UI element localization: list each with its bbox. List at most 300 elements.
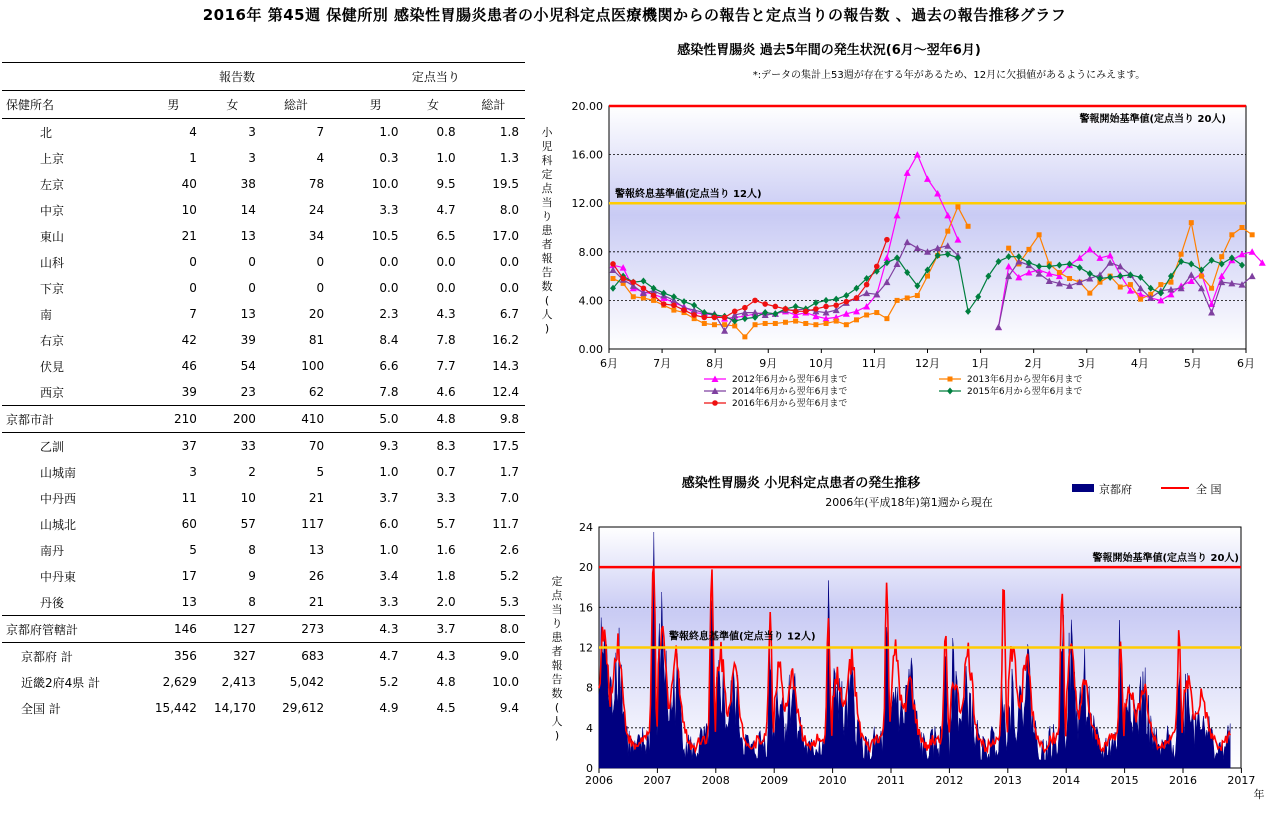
- table-header-blank: [2, 63, 144, 91]
- table-cell: 39: [181, 385, 197, 399]
- y-axis-label-char: 定: [541, 168, 553, 181]
- cell-gap: [330, 145, 347, 171]
- table-cell: 3.3: [379, 595, 399, 609]
- data-point: [945, 229, 950, 234]
- page-title: 2016年 第45週 保健所別 感染性胃腸炎患者の小児科定点医療機関からの報告と定点当りの報告数 、過去の報告推移グラフ: [202, 6, 1067, 24]
- table-cell: 1: [189, 151, 197, 165]
- data-point: [1199, 274, 1204, 279]
- y-tick-label: 4: [586, 721, 593, 735]
- y-axis-label-char: 数: [541, 280, 553, 293]
- data-point: [793, 309, 799, 315]
- report-table: [2, 62, 525, 721]
- data-point: [631, 294, 636, 299]
- table-cell: 4.7: [347, 643, 405, 670]
- table-cell: 62: [308, 385, 325, 399]
- data-point: [915, 293, 920, 298]
- table-row: [2, 563, 525, 589]
- data-point: [803, 309, 809, 315]
- table-cell: 146: [144, 616, 203, 643]
- table-cell: 7: [316, 125, 325, 139]
- row-name: 右京: [40, 333, 65, 348]
- data-point: [1189, 220, 1194, 225]
- data-point: [1240, 225, 1245, 230]
- row-name: 近畿2府4県 計: [21, 675, 101, 690]
- data-point: [773, 304, 779, 310]
- table-row: [2, 669, 525, 695]
- table-cell: 38: [240, 177, 256, 191]
- table-cell: 81: [308, 333, 325, 347]
- table-cell: 273: [262, 616, 330, 643]
- x-tick-label: 2014: [1052, 774, 1081, 787]
- table-cell: 100: [301, 359, 325, 373]
- x-tick-label: 8月: [706, 357, 725, 370]
- table-cell: 26: [308, 569, 325, 583]
- table-cell: 5.0: [347, 406, 405, 433]
- table-cell: 21: [308, 491, 325, 505]
- chart-title: 感染性胃腸炎 小児科定点患者の発生推移: [681, 476, 921, 491]
- table-cell: 3: [248, 151, 256, 165]
- table-cell: 57: [240, 517, 256, 531]
- data-point: [783, 306, 789, 312]
- table-cell: 0: [248, 281, 256, 295]
- y-axis-label-char: (: [554, 701, 560, 714]
- table-cell: 1.3: [499, 151, 519, 165]
- table-cell: 5.2: [379, 675, 399, 689]
- data-point: [854, 295, 860, 301]
- table-cell: 78: [308, 177, 325, 191]
- cell-gap: [330, 171, 347, 197]
- y-axis-label-char: (: [544, 294, 550, 307]
- cell-gap: [330, 537, 347, 563]
- table-cell: 5.2: [499, 569, 519, 583]
- data-point: [947, 388, 953, 395]
- x-tick-label: 2012: [935, 774, 964, 787]
- x-tick-label: 4月: [1130, 357, 1149, 370]
- y-tick-label: 16.00: [571, 148, 603, 162]
- x-tick-label: 2009: [760, 774, 789, 787]
- row-name: 南丹: [40, 543, 65, 558]
- table-cell: 2: [248, 465, 256, 479]
- data-point: [1219, 254, 1224, 259]
- table-cell: 7.0: [499, 491, 519, 505]
- legend-label: 2016年6月から翌年6月まで: [732, 399, 848, 409]
- table-cell: 10.5: [371, 229, 399, 243]
- y-axis-label-char: 点: [551, 589, 563, 602]
- table-cell: 0.7: [436, 465, 456, 479]
- data-point: [1249, 273, 1256, 280]
- table-cell: 327: [203, 643, 262, 670]
- x-tick-label: 2007: [643, 774, 672, 787]
- trend-chart: [529, 470, 1269, 815]
- table-cell: 0.0: [379, 281, 399, 295]
- table-row: [2, 379, 525, 406]
- table-cell: 17.5: [462, 433, 525, 460]
- table-row: [2, 249, 525, 275]
- table-cell: 210: [144, 406, 203, 433]
- data-point: [610, 261, 616, 267]
- table-cell: 13: [240, 229, 256, 243]
- table-cell: 4.3: [347, 616, 405, 643]
- y-axis-label-char: 者: [541, 238, 553, 251]
- table-cell: 3.4: [379, 569, 399, 583]
- table-cell: 7.8: [436, 333, 456, 347]
- x-tick-label: 6月: [600, 357, 618, 370]
- y-axis-label-char: 者: [551, 645, 563, 658]
- table-row: [2, 433, 525, 460]
- data-point: [753, 322, 758, 327]
- table-cell: 23: [240, 385, 256, 399]
- data-point: [1118, 285, 1123, 290]
- table-cell: 20: [308, 307, 325, 321]
- column-header: 女: [404, 91, 461, 119]
- table-row: [2, 511, 525, 537]
- data-point: [925, 274, 930, 279]
- table-cell: 19.5: [492, 177, 519, 191]
- data-point: [1138, 297, 1143, 302]
- data-point: [1249, 248, 1256, 255]
- cell-gap: [330, 379, 347, 406]
- table-cell: 9: [248, 569, 256, 583]
- data-point: [884, 316, 889, 321]
- x-tick-label: 12月: [915, 357, 940, 370]
- table-cell: 40: [181, 177, 197, 191]
- group-header-reports: 報告数: [144, 63, 330, 91]
- column-header: 女: [203, 91, 262, 119]
- table-cell: 1.7: [499, 465, 519, 479]
- table-row: [2, 459, 525, 485]
- legend-label: 2014年6月から翌年6月まで: [732, 387, 848, 397]
- data-point: [966, 224, 971, 229]
- data-point: [762, 301, 768, 307]
- row-name: 伏見: [40, 359, 65, 374]
- table-cell: 24: [308, 203, 325, 217]
- table-cell: 5: [316, 465, 325, 479]
- table-cell: 6.7: [499, 307, 519, 321]
- table-cell: 3.7: [404, 616, 461, 643]
- row-name: 全国 計: [21, 701, 61, 716]
- table-cell: 3.3: [436, 491, 456, 505]
- table-cell: 34: [308, 229, 325, 243]
- row-name: 中丹西: [40, 491, 77, 506]
- cell-gap: [330, 406, 347, 433]
- data-point: [844, 299, 850, 305]
- table-cell: 683: [262, 643, 330, 670]
- legend-label: 京都府: [1099, 483, 1132, 496]
- threshold-label: 警報終息基準値(定点当り 12人): [615, 189, 762, 201]
- table-row: [2, 171, 525, 197]
- row-name: 京都府 計: [2, 643, 144, 670]
- table-cell: 13: [308, 543, 325, 557]
- cell-gap: [330, 459, 347, 485]
- data-point: [1026, 247, 1031, 252]
- x-tick-label: 5月: [1183, 357, 1202, 370]
- data-point: [854, 317, 859, 322]
- table-cell: 1.0: [436, 151, 456, 165]
- table-cell: 3: [248, 125, 256, 139]
- table-cell: 410: [262, 406, 330, 433]
- data-point: [651, 293, 657, 299]
- data-point: [783, 320, 788, 325]
- row-name: 中丹東: [40, 569, 77, 584]
- data-point: [955, 204, 960, 209]
- table-cell: 12.4: [492, 385, 519, 399]
- y-tick-label: 12.00: [571, 197, 603, 211]
- data-point: [823, 304, 829, 310]
- table-cell: 14.3: [492, 359, 519, 373]
- table-row: [2, 301, 525, 327]
- y-axis-label-char: り: [541, 210, 553, 223]
- data-point: [702, 321, 707, 326]
- data-point: [1057, 270, 1062, 275]
- table-cell: 1.0: [379, 465, 399, 479]
- y-axis-label-char: 児: [541, 140, 553, 153]
- x-tick-label: 11月: [861, 357, 887, 370]
- table-cell: 11: [181, 491, 197, 505]
- data-point: [1128, 282, 1133, 287]
- row-name: 西京: [40, 385, 65, 400]
- cell-gap: [330, 223, 347, 249]
- data-point: [1250, 232, 1255, 237]
- table-cell: 0.3: [379, 151, 399, 165]
- cell-gap: [330, 301, 347, 327]
- y-axis-label-char: 科: [541, 154, 553, 167]
- y-tick-label: 16: [579, 601, 593, 615]
- legend-label: 全 国: [1196, 483, 1222, 496]
- cell-gap: [330, 197, 347, 223]
- data-point: [712, 400, 718, 406]
- y-tick-label: 8.00: [578, 245, 603, 259]
- table-cell: 7.8: [379, 385, 399, 399]
- cell-gap: [330, 485, 347, 511]
- five-year-chart: [529, 36, 1269, 416]
- data-point: [813, 306, 819, 312]
- table-cell: 54: [240, 359, 256, 373]
- data-point: [651, 298, 656, 303]
- table-row: [2, 223, 525, 249]
- table-cell: 5.3: [499, 595, 519, 609]
- y-tick-label: 20: [579, 561, 593, 575]
- table-cell: 0.0: [499, 255, 519, 269]
- table-cell: 10: [181, 203, 197, 217]
- table-row: [2, 353, 525, 379]
- x-tick-label: 2010: [818, 774, 847, 787]
- row-name: 山科: [40, 255, 65, 270]
- cell-gap: [330, 643, 347, 670]
- table-cell: 13: [240, 307, 256, 321]
- table-cell: 0.0: [436, 255, 456, 269]
- cell-gap: [330, 511, 347, 537]
- table-cell: 10.0: [492, 675, 519, 689]
- table-cell: 37: [144, 433, 203, 460]
- row-name: 乙訓: [2, 433, 144, 460]
- table-cell: 21: [308, 595, 325, 609]
- table-row: [2, 643, 525, 670]
- data-point: [712, 315, 718, 321]
- table-cell: 14: [240, 203, 256, 217]
- data-point: [884, 237, 890, 243]
- data-point: [1179, 252, 1184, 257]
- table-cell: 4.5: [436, 701, 456, 715]
- x-tick-label: 2008: [701, 774, 730, 787]
- x-tick-label: 2013: [993, 774, 1022, 787]
- table-cell: 14,170: [213, 701, 256, 715]
- table-cell: 1.0: [379, 543, 399, 557]
- data-point: [793, 319, 798, 324]
- x-tick-label: 6月: [1237, 357, 1255, 370]
- y-tick-label: 0: [586, 762, 593, 775]
- y-axis-label-char: 患: [551, 631, 563, 644]
- cell-gap: [330, 695, 347, 721]
- table-cell: 2.3: [379, 307, 399, 321]
- table-cell: 0.8: [436, 125, 456, 139]
- cell-gap: [330, 275, 347, 301]
- table-cell: 3.7: [379, 491, 399, 505]
- data-point: [712, 322, 717, 327]
- column-header: 保健所名: [2, 91, 144, 119]
- table-cell: 8: [248, 595, 256, 609]
- table-cell: 3: [189, 465, 197, 479]
- table-cell: 8.4: [379, 333, 399, 347]
- table-cell: 4: [316, 151, 325, 165]
- table-header-gap: [330, 63, 347, 91]
- data-point: [905, 295, 910, 300]
- chart-title: 感染性胃腸炎 過去5年間の発生状況(6月～翌年6月): [677, 43, 981, 58]
- data-point: [803, 321, 808, 326]
- table-cell: 9.0: [462, 643, 525, 670]
- chart-subtitle: 2006年(平成18年)第1週から現在: [825, 496, 993, 509]
- y-axis-label-char: 患: [541, 224, 553, 237]
- row-name: 京都府管轄計: [2, 616, 144, 643]
- table-cell: 60: [181, 517, 197, 531]
- data-point: [824, 321, 829, 326]
- y-axis-label-char: 報: [541, 252, 553, 265]
- x-tick-label: 2月: [1024, 357, 1043, 370]
- table-row: [2, 537, 525, 563]
- x-tick-label: 2006: [585, 774, 613, 787]
- y-tick-label: 0.00: [578, 343, 603, 356]
- data-point: [1229, 232, 1234, 237]
- x-tick-label: 10月: [808, 357, 834, 370]
- x-tick-label: 3月: [1077, 357, 1096, 370]
- data-point: [1087, 291, 1092, 296]
- data-point: [620, 276, 626, 282]
- table-row: [2, 589, 525, 616]
- table-cell: 200: [203, 406, 262, 433]
- data-point: [773, 321, 778, 326]
- table-cell: 7.7: [436, 359, 456, 373]
- data-point: [630, 279, 636, 285]
- data-point: [813, 322, 818, 327]
- data-point: [864, 282, 870, 288]
- data-point: [671, 308, 676, 313]
- table-cell: 0: [316, 255, 325, 269]
- y-axis-label-char: 報: [551, 659, 563, 672]
- table-row: [2, 197, 525, 223]
- table-row: [2, 327, 525, 353]
- data-point: [611, 276, 616, 281]
- table-cell: 5.7: [436, 517, 456, 531]
- x-tick-label: 9月: [759, 357, 778, 370]
- table-cell: 2.0: [436, 595, 456, 609]
- y-axis-label-char: ): [544, 322, 550, 335]
- table-cell: 4.6: [436, 385, 456, 399]
- data-point: [833, 302, 839, 308]
- data-point: [722, 315, 728, 321]
- table-cell: 10: [240, 491, 256, 505]
- row-name: 左京: [40, 177, 65, 192]
- table-cell: 0.0: [499, 281, 519, 295]
- table-cell: 8: [248, 543, 256, 557]
- x-tick-label: 2011: [877, 774, 905, 787]
- table-cell: 13: [181, 595, 197, 609]
- row-name: 京都市計: [2, 406, 144, 433]
- table-cell: 9.8: [462, 406, 525, 433]
- data-point: [681, 307, 687, 313]
- table-cell: 4.7: [436, 203, 456, 217]
- cell-gap: [330, 327, 347, 353]
- row-name: 南: [40, 307, 53, 322]
- table-cell: 3.3: [379, 203, 399, 217]
- table-cell: 11.7: [492, 517, 519, 531]
- table-cell: 0: [248, 255, 256, 269]
- y-tick-label: 24: [579, 521, 593, 534]
- threshold-label: 警報開始基準値(定点当り 20人): [1092, 553, 1239, 565]
- table-cell: 16.2: [492, 333, 519, 347]
- table-body: [2, 119, 525, 722]
- data-point: [752, 298, 758, 304]
- data-point: [844, 322, 849, 327]
- data-point: [742, 305, 748, 311]
- data-point: [895, 298, 900, 303]
- y-axis-label-char: 告: [551, 673, 563, 686]
- x-tick-label: 2015: [1110, 774, 1139, 787]
- table-cell: 15,442: [154, 701, 197, 715]
- table-cell: 21: [181, 229, 197, 243]
- data-point: [661, 301, 667, 307]
- table-cell: 0.0: [379, 255, 399, 269]
- x-axis-label: 年: [1253, 788, 1265, 801]
- legend-swatch: [1072, 484, 1094, 492]
- table-cell: 39: [240, 333, 256, 347]
- table-cell: 4.8: [436, 675, 456, 689]
- table-cell: 17.0: [492, 229, 519, 243]
- table-cell: 6.0: [379, 517, 399, 531]
- table-cell: 4.3: [436, 307, 456, 321]
- threshold-label: 警報開始基準値(定点当り 20人): [1079, 114, 1226, 125]
- y-axis-label-char: ): [554, 729, 560, 742]
- table-cell: 9.3: [347, 433, 405, 460]
- table-cell: 5,042: [289, 675, 325, 689]
- data-point: [702, 315, 708, 321]
- table-cell: 4.8: [404, 406, 461, 433]
- table-cell: 17: [181, 569, 197, 583]
- x-tick-label: 2016: [1169, 774, 1197, 787]
- table-cell: 29,612: [282, 701, 325, 715]
- x-tick-label: 2017: [1227, 774, 1256, 787]
- row-name: 下京: [40, 281, 65, 296]
- data-point: [1209, 286, 1214, 291]
- table-cell: 46: [181, 359, 197, 373]
- legend-label: 2012年6月から翌年6月まで: [732, 375, 848, 385]
- data-point: [732, 309, 738, 315]
- table-header-gap: [330, 91, 347, 119]
- table-cell: 127: [203, 616, 262, 643]
- table-cell: 9.5: [436, 177, 456, 191]
- table-cell: 6.5: [436, 229, 456, 243]
- table-cell: 6.6: [379, 359, 399, 373]
- column-header: 男: [144, 91, 203, 119]
- table-cell: 1.0: [379, 125, 399, 139]
